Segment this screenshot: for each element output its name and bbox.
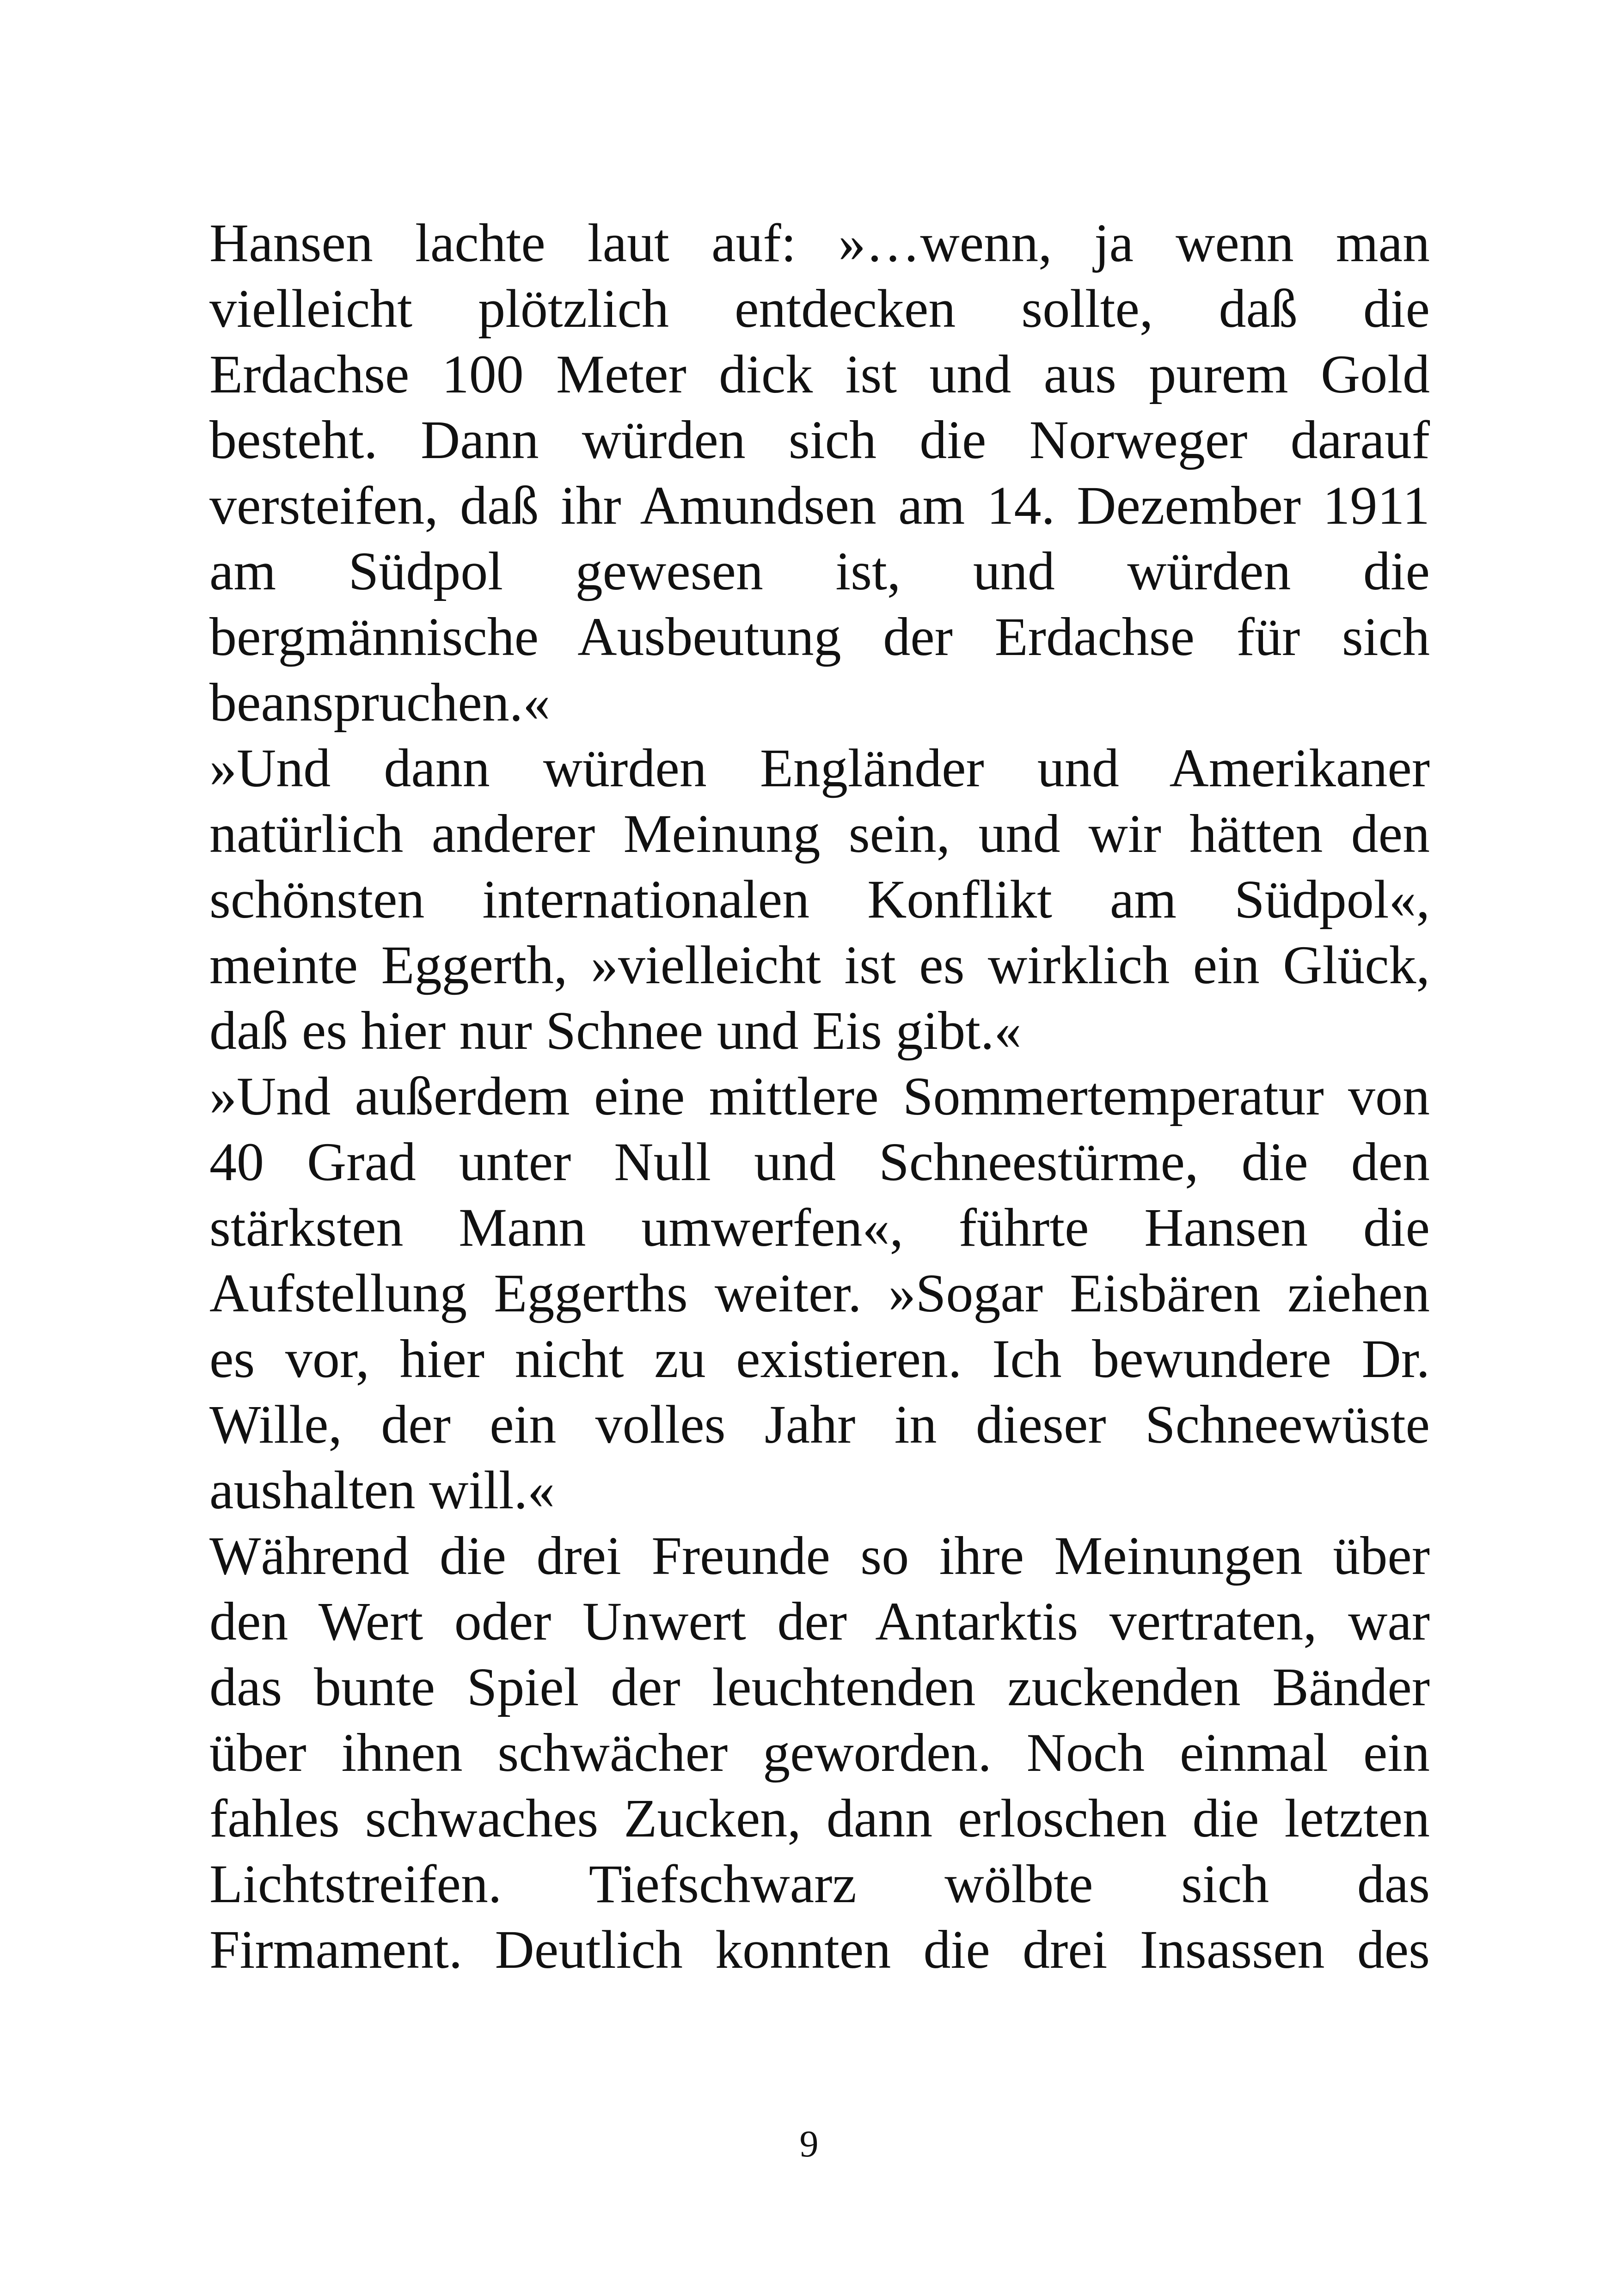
text-line: es vor, hier nicht zu existieren. Ich bewundere Dr. — [209, 1329, 1430, 1389]
text-line: Während die drei Freunde so ihre Meinungen über — [209, 1525, 1430, 1586]
text-line: aushalten will.« — [209, 1460, 555, 1520]
text-line: Firmament. Deutlich konnten die drei Insassen des — [209, 1919, 1430, 1980]
text-line: natürlich anderer Meinung sein, und wir hätten den — [209, 803, 1430, 864]
text-line: Wille, der ein volles Jahr in dieser Schneewüste — [209, 1394, 1430, 1455]
text-line: vielleicht plötzlich entdecken sollte, daß die — [209, 278, 1430, 339]
text-line: besteht. Dann würden sich die Norweger darauf — [209, 410, 1430, 470]
text-line: stärksten Mann umwerfen«, führte Hansen die — [209, 1197, 1430, 1258]
text-line: fahles schwaches Zucken, dann erloschen die letzten — [209, 1788, 1430, 1849]
text-line: über ihnen schwächer geworden. Noch einmal ein — [209, 1722, 1430, 1783]
text-line: den Wert oder Unwert der Antarktis vertraten, war — [209, 1591, 1430, 1652]
text-line: »Und dann würden Engländer und Amerikaner — [209, 738, 1430, 798]
text-line: beanspruchen.« — [209, 672, 551, 733]
text-line: daß es hier nur Schnee und Eis gibt.« — [209, 1000, 1022, 1061]
text-line: am Südpol gewesen ist, und würden die — [209, 541, 1430, 601]
text-line: Erdachse 100 Meter dick ist und aus purem Gold — [209, 344, 1430, 404]
text-line: 40 Grad unter Null und Schneestürme, die den — [209, 1132, 1430, 1192]
text-line: meinte Eggerth, »vielleicht ist es wirklich ein Glück, — [209, 935, 1430, 995]
text-line: Hansen lachte laut auf: »…wenn, ja wenn man — [209, 213, 1430, 273]
text-line: Lichtstreifen. Tiefschwarz wölbte sich das — [209, 1854, 1430, 1914]
text-line: schönsten internationalen Konflikt am Südpol«, — [209, 869, 1430, 930]
page-number: 9 — [799, 2123, 819, 2165]
text-line: bergmännische Ausbeutung der Erdachse für sich — [209, 606, 1430, 667]
text-line: Aufstellung Eggerths weiter. »Sogar Eisbären ziehen — [209, 1263, 1430, 1323]
text-line: das bunte Spiel der leuchtenden zuckenden Bänder — [209, 1657, 1430, 1717]
text-line: versteifen, daß ihr Amundsen am 14. Dezember 1911 — [209, 475, 1430, 536]
text-line: »Und außerdem eine mittlere Sommertemperatur von — [209, 1066, 1430, 1127]
body-text — [209, 210, 1430, 1983]
